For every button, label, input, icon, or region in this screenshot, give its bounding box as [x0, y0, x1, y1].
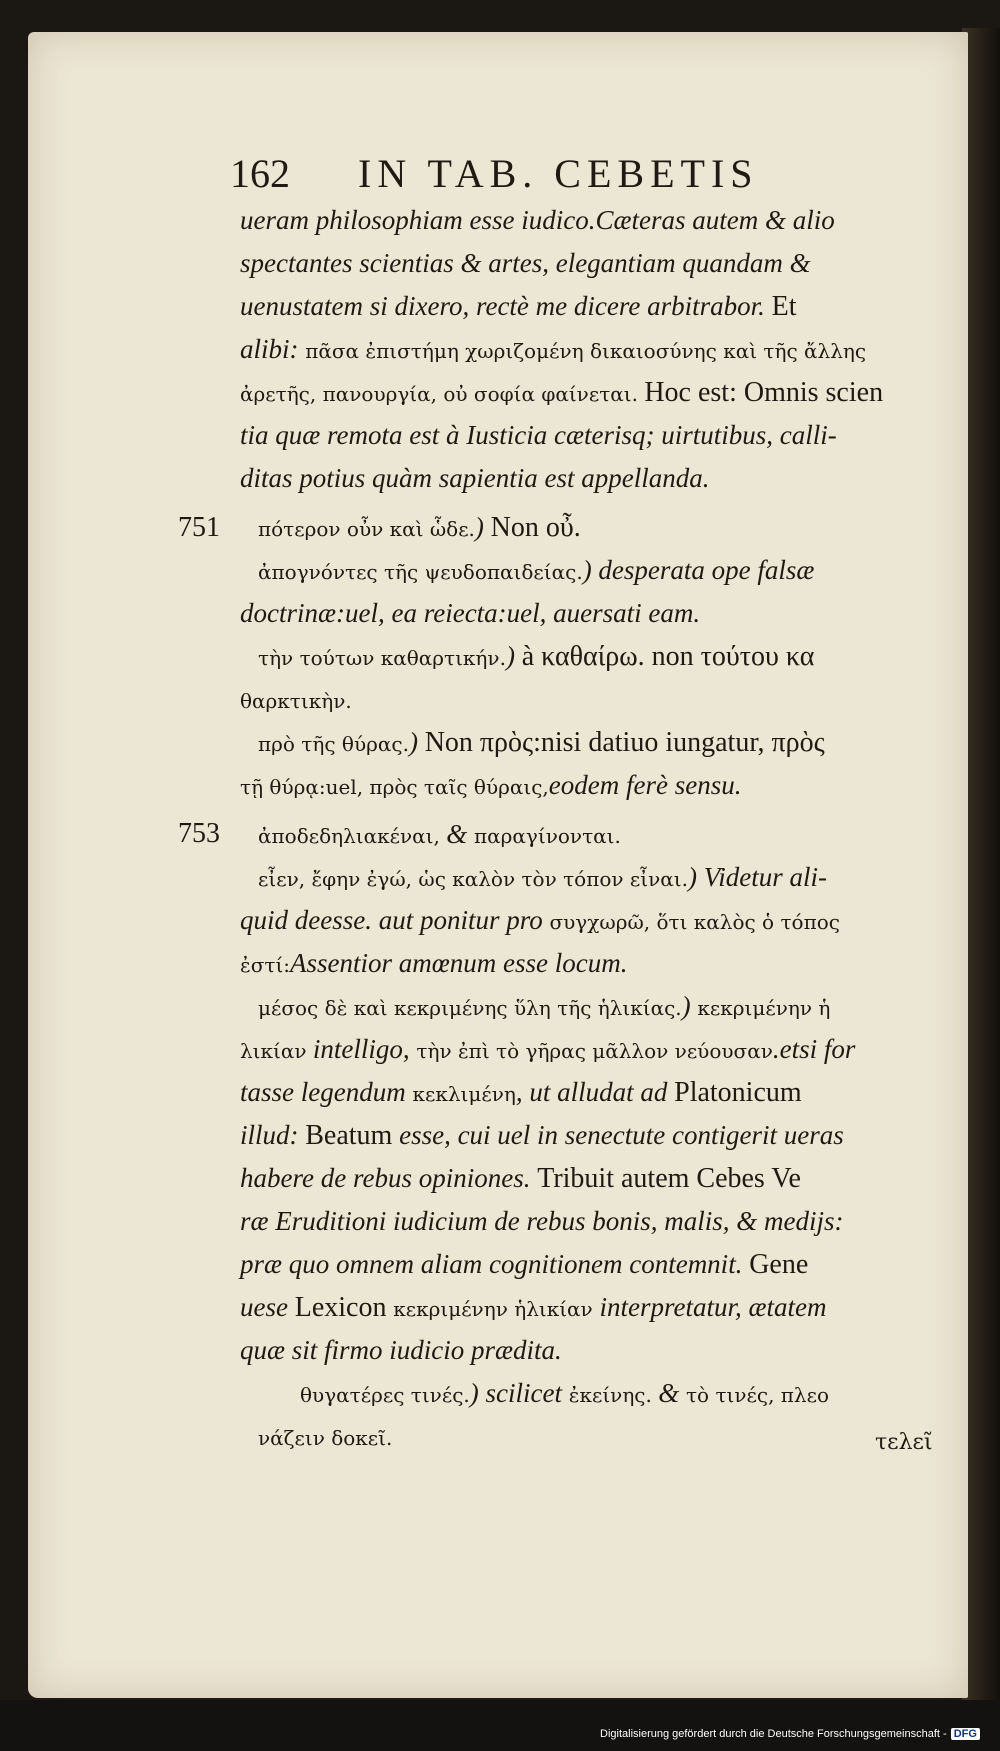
text-line [240, 1029, 855, 1071]
text-line [258, 722, 825, 764]
greek-text: ἐστί: [240, 953, 291, 977]
text-line [240, 243, 811, 283]
latin-text: interpretatur, ætatem [592, 1292, 827, 1322]
text-line [240, 1287, 826, 1329]
greek-text: πότερον οὖν καὶ ὧδε. [258, 517, 475, 541]
latin-text: ueram philosophiam esse iudico.Cæteras autem & alio [240, 205, 835, 235]
latin-text: quæ sit firmo iudicio prædita. [240, 1335, 562, 1365]
latin-text: & [658, 1378, 686, 1408]
latin-text: uese [240, 1292, 295, 1322]
text-line [240, 1244, 808, 1285]
latin-text: Hoc est: Omnis scien [644, 377, 884, 408]
text-line [240, 372, 883, 414]
latin-text: ræ Eruditioni iudicium de rebus bonis, malis, & medijs: [240, 1206, 844, 1236]
text-line [258, 636, 814, 678]
latin-text: Assentior amœnum esse locum. [290, 948, 628, 978]
greek-text: παραγίνονται. [474, 824, 621, 848]
latin-text: Gene [749, 1249, 809, 1280]
latin-text: præ quo omnem aliam cognitionem contemnit. [240, 1249, 750, 1279]
latin-text: uenustatem si dixero, rectè me dicere arbitrabor. [240, 291, 772, 321]
latin-text: ditas potius quàm sapientia est appellanda. [240, 463, 710, 493]
greek-text: λικίαν [240, 1039, 313, 1063]
text-line [300, 1373, 829, 1415]
greek-text: κεκριμένην ἡλικίαν [393, 1297, 593, 1321]
text-line [258, 986, 830, 1028]
latin-text: à καθαίρω. non τούτου κα [521, 641, 815, 672]
greek-text: ἀρετῆς, πανουργία, οὐ σοφία φαίνεται. [240, 382, 645, 406]
greek-text: τῇ θύρᾳ:uel, πρὸς ταῖς θύραις, [240, 775, 549, 799]
text-line [258, 857, 827, 899]
digitization-footer [600, 1728, 996, 1748]
latin-text: ) Videtur ali- [687, 862, 827, 892]
text-line [240, 593, 700, 633]
catchword: τελεῖ [875, 1430, 933, 1455]
latin-text: ) [474, 512, 491, 542]
latin-text: spectantes scientias & artes, elegantiam quandam & [240, 248, 811, 278]
greek-text: κεκλιμένη [412, 1082, 516, 1106]
text-line [240, 1330, 562, 1370]
latin-text: ) desperata ope falsæ [582, 555, 815, 585]
margin-note-751: 751 [178, 512, 220, 543]
latin-text: doctrinæ:uel, ea reiecta:uel, auersati eam. [240, 598, 701, 628]
latin-text: tia quæ remota est à Iusticia cæterisq; uirtutibus, calli- [240, 420, 837, 450]
text-line [258, 550, 814, 592]
latin-text: intelligo, [312, 1034, 417, 1064]
running-header [230, 150, 940, 200]
greek-text: θυγατέρες τινές. [300, 1383, 470, 1407]
greek-text: τὴν ἐπὶ τὸ γῆρας μᾶλλον νεύουσαν [416, 1039, 773, 1063]
text-line [258, 814, 621, 856]
latin-text: alibi: [240, 334, 306, 364]
footer-credit: Digitalisierung gefördert durch die Deutsche Forschungsgemeinschaft - [600, 1728, 947, 1740]
latin-text: Beatum [305, 1120, 393, 1151]
latin-text: Non πρὸς:nisi datiuo iungatur, πρὸς [424, 727, 825, 758]
text-line [240, 200, 835, 240]
text-line [240, 415, 837, 455]
text-line [240, 679, 352, 721]
greek-text: τὸ τινές, πλεο [685, 1383, 830, 1407]
latin-text: illud: [240, 1120, 306, 1150]
text-line [240, 1072, 802, 1114]
latin-text: quid deesse. aut ponitur pro [240, 905, 550, 935]
latin-text: ) [505, 641, 522, 671]
latin-text: esse, cui uel in senectute contigerit ueras [392, 1120, 844, 1150]
latin-text: ) scilicet [469, 1378, 569, 1408]
text-line [240, 329, 866, 371]
text-line [240, 1158, 801, 1199]
text-line [240, 900, 840, 942]
latin-text: & [446, 819, 474, 849]
greek-text: θαρκτικὴν. [240, 689, 352, 713]
running-head-title: IN TAB. CEBETIS [358, 151, 759, 196]
latin-text: habere de rebus opiniones. [240, 1163, 538, 1193]
latin-text: tasse legendum [240, 1077, 413, 1107]
greek-text: συγχωρῶ, ὅτι καλὸς ὁ τόπος [549, 910, 840, 934]
latin-text: Non οὖ. [490, 512, 581, 543]
greek-text: ἀπογνόντες τῆς ψευδοπαιδείας. [258, 560, 583, 584]
text-line [258, 507, 581, 549]
page-number: 162 [230, 151, 290, 196]
latin-text: Platonicum [674, 1077, 802, 1108]
greek-text: μέσος δὲ καὶ κεκριμένης ὕλη τῆς ἡλικίας. [258, 996, 682, 1020]
greek-text: ἀποδεδηλιακέναι, [258, 824, 447, 848]
greek-text: κεκριμένην ἡ [697, 996, 831, 1020]
text-line [240, 458, 710, 498]
latin-text: Lexicon [294, 1292, 387, 1323]
text-line [258, 1416, 392, 1458]
latin-text: , ut alludat ad [515, 1077, 675, 1107]
latin-text: Tribuit autem Cebes Ve [537, 1163, 801, 1194]
greek-text: εἶεν, ἔφην ἐγώ, ὡς καλὸν τὸν τόπον εἶναι. [258, 867, 688, 891]
greek-text: τὴν τούτων καθαρτικήν. [258, 646, 506, 670]
latin-text: Et [771, 291, 797, 322]
text-line [240, 765, 741, 807]
latin-text: .etsi for [772, 1034, 856, 1064]
text-line [240, 1201, 844, 1241]
text-line [240, 286, 797, 327]
greek-text: πᾶσα ἐπιστήμη χωριζομένη δικαιοσύνης καὶ τῆς ἄλλης [305, 339, 867, 363]
greek-text: νάζειν δοκεῖ. [258, 1426, 393, 1450]
latin-text: eodem ferè sensu. [548, 770, 742, 800]
margin-note-753: 753 [178, 818, 220, 849]
text-line [240, 943, 628, 985]
greek-text: ἐκείνης. [568, 1383, 659, 1407]
latin-text: ) [408, 727, 425, 757]
text-line [240, 1115, 844, 1156]
greek-text: πρὸ τῆς θύρας. [258, 732, 409, 756]
latin-text: ) [681, 991, 698, 1021]
dfg-logo: DFG [951, 1728, 980, 1740]
